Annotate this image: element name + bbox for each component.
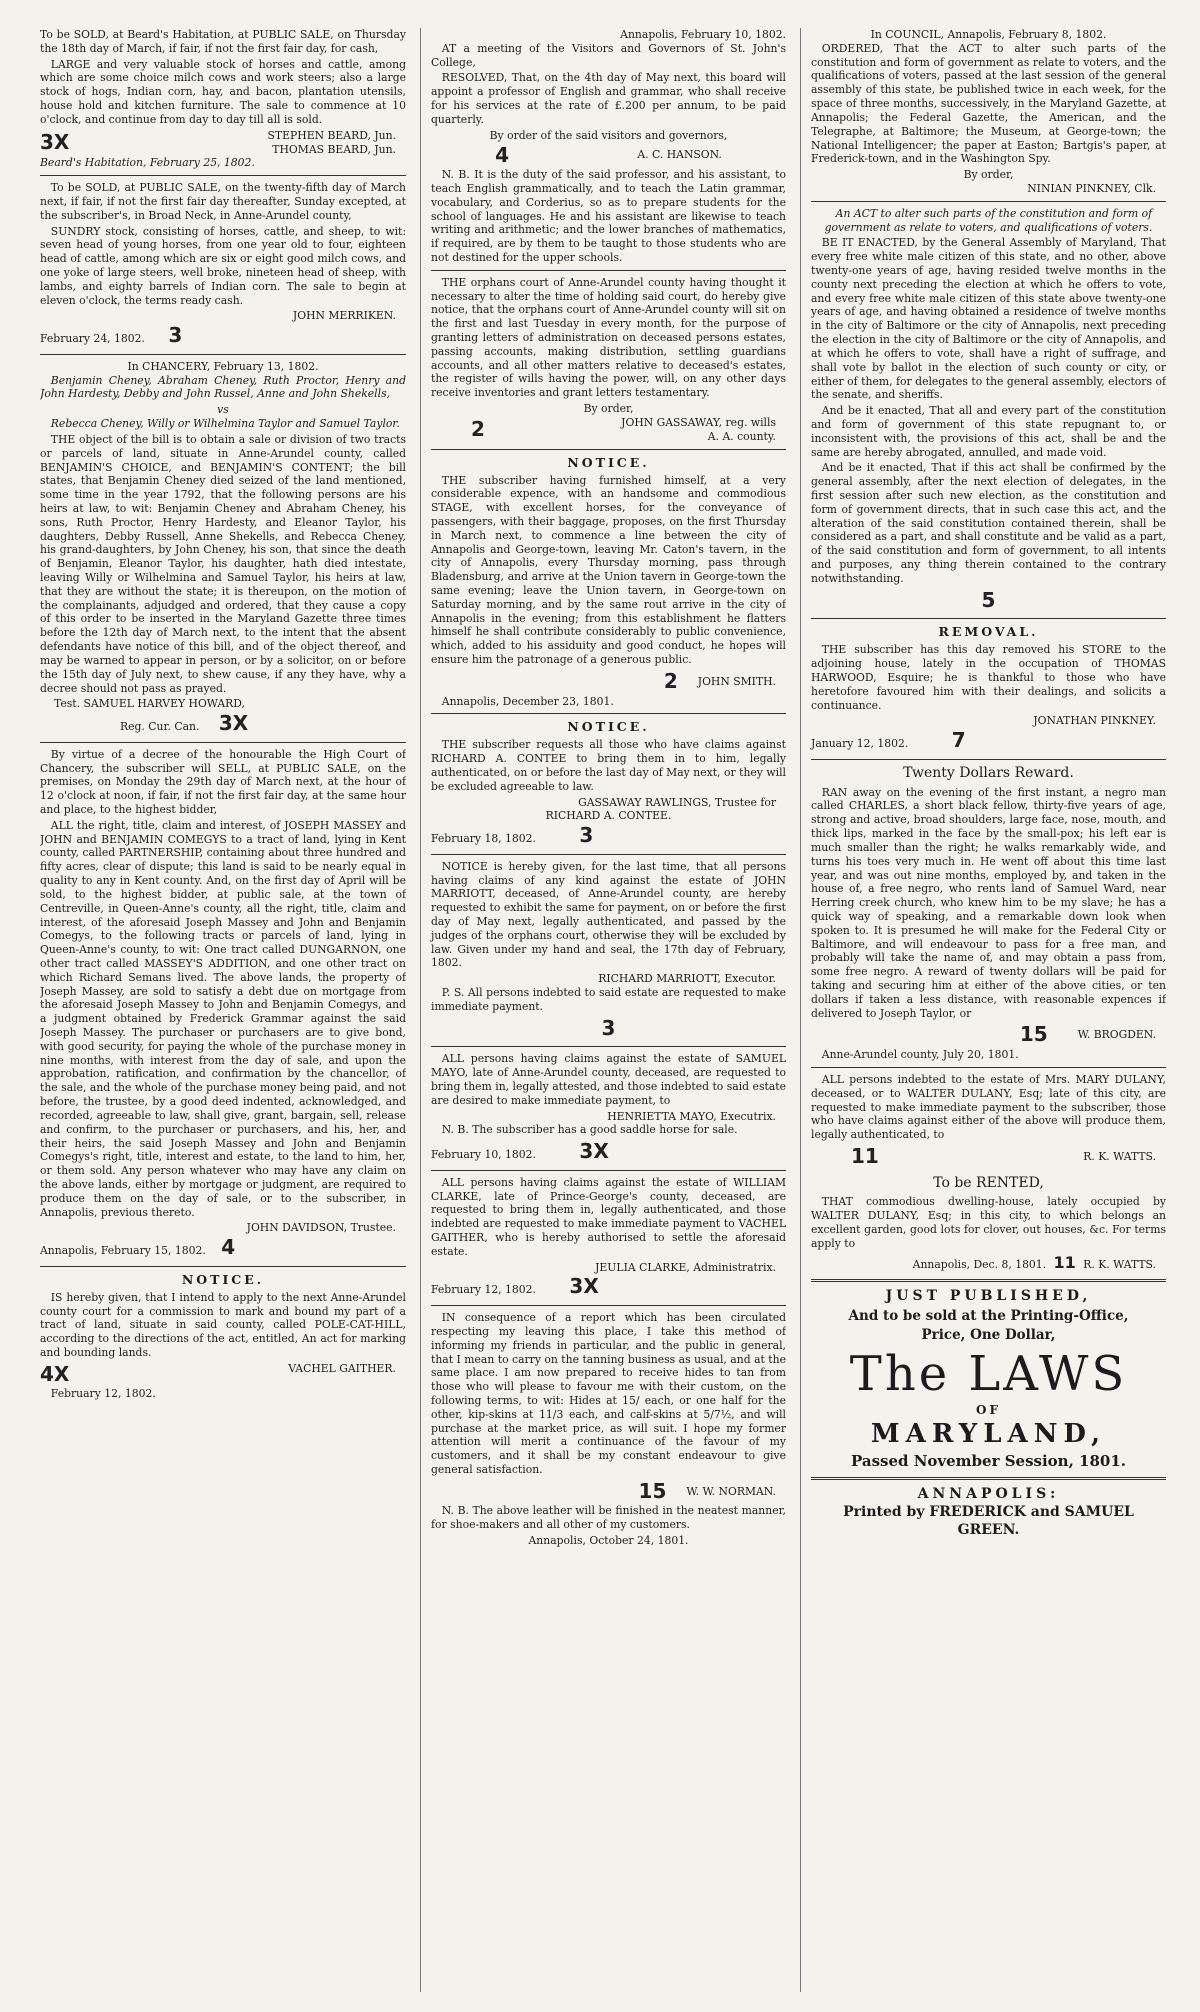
clarke-signer: JEULIA CLARKE, Administratrix.	[595, 1260, 776, 1274]
column-1	[40, 28, 406, 1992]
merriken-body: SUNDRY stock, consisting of horses, cattle, and sheep, to wit: seven head of young horses, from one year old to four, eighteen head of cattle, among which are six or eight good milch cows, and one yoke of large steers, well broke, nineteen head of sheep, with lambs, and eighty barrels of Indian corn. The sale to begin at eleven o'clock, the terms ready cash.	[40, 224, 406, 307]
mayo-signer: HENRIETTA MAYO, Executrix.	[607, 1109, 776, 1123]
act-p3: And be it enacted, That if this act shall be confirmed by the general assembly, after the next election of delegates, in the first session after such new election, as the constitution and form of government directs, that in such case this act, and the alteration of the said constitution contained therein, shall be considered as a part, and shall constitute and be valid as a part, of the said constitution and form of government, to all intents and purposes, any thing therein contained to the contrary notwithstanding.	[811, 461, 1166, 585]
gaither-notice-date: February 12, 1802.	[50, 1387, 156, 1401]
chancery-parties-2: Rebecca Cheney, Willy or Wilhelmina Taylor and Samuel Taylor.	[50, 417, 400, 431]
marriott-mark: 3	[601, 1015, 616, 1040]
council-heading: In COUNCIL, Annapolis, February 8, 1802.	[870, 28, 1107, 41]
reward-ad	[811, 765, 1166, 1062]
beard-sale-signer-2: THOMAS BEARD, Jun.	[272, 142, 396, 156]
beard-sale-date: Beard's Habitation, February 25, 1802.	[40, 156, 255, 170]
council-ad	[811, 28, 1166, 196]
laws-state: MARYLAND,	[870, 1419, 1107, 1450]
rented-body: THAT commodious dwelling-house, lately occupied by WALTER DULANY, Esq; in this city, to which belongs an excellent garden, good lots for clover, out houses, &c. For terms apply to	[811, 1195, 1166, 1250]
laws-title: The LAWS	[849, 1345, 1128, 1402]
visitors-ad	[431, 28, 786, 265]
chancery-mark: 3X	[218, 711, 249, 736]
davidson-ad	[40, 748, 406, 1261]
mayo-mark: 3X	[579, 1139, 609, 1164]
orphans-mark: 2	[471, 416, 485, 441]
rawlings-notice-mark: 3	[579, 823, 594, 848]
merriken-heading: To be SOLD, at PUBLIC SALE, on the twenty-fifth day of March next, if fair, if not the first fair day thereafter, Sunday excepted, at the subscriber's, in Broad Neck, in Anne-Arundel county,	[40, 181, 406, 222]
column-2	[420, 28, 786, 1992]
merriken-ad	[40, 181, 406, 349]
merriken-signer: JOHN MERRIKEN.	[292, 309, 396, 323]
column-3	[800, 28, 1166, 1992]
laws-line-2: And to be sold at the Printing-Office,	[848, 1308, 1129, 1325]
chancery-ad	[40, 360, 406, 737]
visitors-signer: A. C. HANSON.	[637, 148, 722, 162]
council-body: ORDERED, That the ACT to alter such parts of the constitution and form of government as relate to voters, and the qualifications of voters, passed at the last session of the general assembly of this state, be published twice in each week, for the space of three months, successively, in the Maryland Gazette, at Annapolis; the Federal Gazette, the American, and the Telegraphe, at Baltimore; the Museum, at George-town; the National Intelligencer; the paper at Easton; Bartgis's paper, at Frederick-town, and in the Washington Spy.	[811, 41, 1166, 166]
visitors-order: By order of the said visitors and governors,	[489, 128, 728, 142]
removal-ad	[811, 624, 1166, 753]
beard-sale-signer-1: STEPHEN BEARD, Jun.	[267, 128, 396, 142]
removal-date: January 12, 1802.	[811, 737, 909, 751]
watts-mark: 11	[851, 1143, 879, 1168]
clarke-date: February 12, 1802.	[431, 1283, 536, 1297]
watts-signer: R. K. WATTS.	[1083, 1149, 1156, 1163]
rented-ad	[811, 1175, 1166, 1274]
smith-notice-heading: NOTICE.	[567, 454, 650, 470]
davidson-body-2: ALL the right, title, claim and interest, of JOSEPH MASSEY and JOHN and BENJAMIN COMEGYS to a tract of land, lying in Kent county, called PARTNERSHIP, containing about three hundred and fifty acres, clear of dispute; this land is said to be nearly equal in quality to any in Kent county. And, on the first day of April will be sold, to the highest bidder, at public sale, at the town of Centreville, in Queen-Anne's county, all the right, title, claim and interest, of the aforesaid Joseph Massey and John and Benjamin Comegys, to the following tracts or parcels of land, lying in Queen-Anne's county, to wit: One tract called DUNGARNON, one other tract called MASSEY'S ADDITION, and one other tract on which Richard Semans lived. The above lands, the property of Joseph Massey, are sold to satisfy a debt due on mortgage from the aforesaid Joseph Massey to John and Benjamin Comegys, and a judgment obtained by Frederick Grammar against the said Joseph Massey. The purchaser or purchasers are to give bond, with good security, for paying the whole of the purchase money in nine months, with interest from the day of sale, and upon the approbation, ratification, and confirmation by the chancellor, of the sale, and the whole of the purchase money being paid, and not before, the trustee, by a good deed indented, acknowledged, and recorded, agreeable to law, shall give, grant, bargain, sell, release and confirm, to the purchaser or purchasers, and his, her, and their heirs, the said Joseph Massey and John and Benjamin Comegys's right, title, interest and estate, to the land to him, her, or them sold. Any person whatever who may have any claim on the above lands, either by mortgage or judgment, are required to produce them on the day of sale, or to the subscriber, in Annapolis, previous thereto.	[40, 818, 406, 1219]
council-order: By order,	[963, 168, 1014, 182]
merriken-mark: 3	[168, 323, 183, 348]
watts-ad	[811, 1073, 1166, 1170]
laws-ad	[811, 1288, 1166, 1539]
rented-signer: R. K. WATTS.	[1083, 1257, 1156, 1271]
clarke-ad	[431, 1176, 786, 1300]
gaither-notice-signer: VACHEL GAITHER.	[288, 1361, 396, 1375]
clarke-body: ALL persons having claims against the estate of WILLIAM CLARKE, late of Prince-George's county, deceased, are requested to bring them in, legally authenticated, and those indebted are requested to make immediate payment to VACHEL GAITHER, who is hereby authorised to settle the aforesaid estate.	[431, 1175, 786, 1258]
marriott-ps: P. S. All persons indebted to said estate are requested to make immediate payment.	[431, 986, 786, 1013]
orphans-signer: JOHN GASSAWAY, reg. wills	[621, 415, 776, 429]
orphans-body: THE orphans court of Anne-Arundel county having thought it necessary to alter the time of holding said court, do hereby give notice, that the orphans court of Anne-Arundel county will sit on the first and last Tuesday in every month, for the purpose of granting letters of administration on deceased persons estates, passing accounts, making distribution, settling guardians accounts, and all other matters relative to deceased's estates, the register of wills having the power, will, on any other days receive inventories and grant letters testamentary.	[431, 275, 786, 400]
beard-sale-mark: 3X	[40, 129, 70, 154]
rented-heading: To be RENTED,	[933, 1174, 1044, 1191]
chancery-heading: In CHANCERY, February 13, 1802.	[127, 359, 319, 373]
act-mark: 5	[981, 587, 996, 612]
smith-notice-signer: JOHN SMITH.	[697, 674, 776, 688]
removal-signer: JONATHAN PINKNEY.	[1033, 714, 1156, 728]
gaither-notice-ad	[40, 1272, 406, 1401]
reward-mark: 15	[1019, 1022, 1048, 1047]
rented-date: Annapolis, Dec. 8, 1801.	[912, 1257, 1047, 1271]
gaither-notice-heading: NOTICE.	[181, 1271, 265, 1287]
council-signer: NINIAN PINKNEY, Clk.	[1027, 181, 1156, 195]
rawlings-notice-heading: NOTICE.	[567, 719, 650, 735]
norman-nb: N. B. The above leather will be finished in the neatest manner, for shoe-makers and all other of my customers.	[431, 1504, 786, 1532]
davidson-body: By virtue of a decree of the honourable the High Court of Chancery, the subscriber will SELL, at PUBLIC SALE, on the premises, on Monday the 29th day of March next, at the hour of 12 o'clock at noon, if fair, if not the first fair day, at the same hour and place, to the highest bidder,	[40, 747, 406, 816]
laws-line-1: JUST PUBLISHED,	[885, 1288, 1092, 1305]
norman-body: IN consequence of a report which has been circulated respecting my leaving this place, I take this method of informing my friends in particular, and the public in general, that I mean to carry on the tanning business as usual, and at the same place. I am now prepared to receive hides to tan from those who will please to favour me with their custom, on the following terms, to wit: Hides at 15/ each, or one half for the other, kip-skins at 11/3 each, and calf-skins at 5/7½, and will purchase at the market price, as will suit. I hope my former attention will merit a continuance of the favour of my customers, and it shall be my constant endeavour to give general satisfaction.	[431, 1311, 786, 1476]
visitors-resolved: RESOLVED, That, on the 4th day of May next, this board will appoint a professor of English and grammar, who shall receive for his services at the rate of £.200 per annum, to be paid quarterly.	[431, 71, 786, 126]
rawlings-notice-signer: GASSAWAY RAWLINGS, Trustee for	[578, 795, 776, 809]
orphans-order: By order,	[583, 402, 634, 416]
norman-date: Annapolis, October 24, 1801.	[528, 1534, 689, 1548]
visitors-body: AT a meeting of the Visitors and Governors of St. John's College,	[431, 41, 786, 69]
reward-date: Anne-Arundel county, July 20, 1801.	[821, 1048, 1019, 1062]
visitors-mark: 4	[495, 142, 510, 167]
laws-printer: Printed by FREDERICK and SAMUEL GREEN.	[843, 1503, 1134, 1538]
act-title: An ACT to alter such parts of the constitution and form of government as relate to voters, and qualifications of voters.	[824, 206, 1153, 234]
chancery-parties-1: Benjamin Cheney, Abraham Cheney, Ruth Proctor, Henry and John Hardesty, Debby and John Russel, Anne and John Shekells,	[40, 373, 406, 401]
removal-mark: 7	[951, 728, 966, 753]
orphans-ad	[431, 276, 786, 444]
gaither-notice-mark: 4X	[40, 1361, 70, 1386]
chancery-test: Test. SAMUEL HARVEY HOWARD,	[54, 697, 245, 711]
norman-signer: W. W. NORMAN.	[686, 1484, 776, 1498]
laws-session: Passed November Session, 1801.	[850, 1451, 1127, 1470]
chancery-reg: Reg. Cur. Can.	[120, 720, 200, 734]
beard-sale-body: LARGE and very valuable stock of horses and cattle, among which are some choice milch cows and work steers; also a large stock of hogs, Indian corn, hay, and bacon, plantation utensils, house hold and kitchen furniture. The sale to commence at 10 o'clock, and continue from day to day till all is sold.	[40, 57, 406, 126]
visitors-dateline: Annapolis, February 10, 1802.	[620, 28, 786, 41]
laws-place: ANNAPOLIS:	[917, 1485, 1060, 1502]
davidson-date: Annapolis, February 15, 1802.	[40, 1244, 206, 1258]
reward-heading: Twenty Dollars Reward.	[903, 764, 1074, 781]
mayo-ad	[431, 1052, 786, 1164]
rawlings-notice-date: February 18, 1802.	[431, 832, 536, 846]
act-p1: BE IT ENACTED, by the General Assembly of Maryland, That every free white male citizen of this state, and no other, above twenty-one years of age, having resided twelve months in the county next preceding the election at which he offers to vote, and every free white male citizen of this state above twenty-one years of age, and having obtained a residence of twelve months in the city of Baltimore or the city of Annapolis, next preceding the election in the city of Baltimore or the city of Annapolis, and at which he offers to vote, shall have a right of suffrage, and shall vote by ballot in the election of such county or city, or either of them, for delegates to the general assembly, electors of the senate, and sheriffs.	[811, 236, 1166, 402]
norman-mark: 15	[638, 1478, 667, 1503]
mayo-date: February 10, 1802.	[431, 1148, 536, 1162]
beard-sale-ad	[40, 28, 406, 170]
mayo-body: ALL persons having claims against the estate of SAMUEL MAYO, late of Anne-Arundel county, deceased, are requested to bring them in, legally attested, and those indebted to said estate are desired to make immediate payment, to	[431, 1052, 786, 1107]
norman-ad	[431, 1311, 786, 1548]
rawlings-notice-ad	[431, 719, 786, 848]
marriott-ad	[431, 860, 786, 1042]
merriken-date: February 24, 1802.	[40, 332, 145, 346]
smith-notice-body: THE subscriber having furnished himself, at a very considerable expence, with an handsome and commodious STAGE, with excellent horses, for the conveyance of passengers, with their baggage, proposes, on the first Thursday in March next, to commence a line between the city of Annapolis and George-town, leaving Mr. Caton's tavern, in the city of Annapolis, every Thursday morning, pass through Bladensburg, and arrive at the Union tavern in George-town the same evening; leave the Union tavern, in George-town on Saturday morning, and by the same rout arrive in the city of Annapolis in the evening; from this establishment he flatters himself he shall contribute considerably to public convenience, which, added to his assiduity and good conduct, he hopes will ensure him the patronage of a generous public.	[431, 473, 786, 667]
smith-notice-mark: 2	[663, 668, 678, 693]
mayo-nb: N. B. The subscriber has a good saddle horse for sale.	[441, 1123, 738, 1137]
removal-body: THE subscriber has this day removed his STORE to the adjoining house, lately in the occupation of THOMAS HARWOOD, Esquire; he is thankful to those who have heretofore favoured him with their dealings, and solicits a continuance.	[811, 643, 1166, 712]
marriott-signer: RICHARD MARRIOTT, Executor.	[598, 972, 776, 986]
laws-of: OF	[976, 1402, 1001, 1417]
rented-mark: 11	[1053, 1252, 1076, 1272]
reward-body: RAN away on the evening of the first instant, a negro man called CHARLES, a short black fellow, thirty-five years of age, strong and active, broad shoulders, large face, nose, mouth, and thick lips, marked in the face by the small-pox; his left ear is much smaller than the right; he walks remarkably wide, and turns his toes very much in. He went off about this time last year, and was out nine months, employed by, and taken in the house of, a free negro, who rents land of Samuel Ward, near Herring creek church, who knew him to be my slave; he has a quick way of speaking, and a remarkable down look when spoken to. It is presumed he will make for the Federal City or Baltimore, and will endeavour to pass for a free man, and probably will take the name of, and may obtain a pass from, some free negro. A reward of twenty dollars will be paid for taking and securing him at either of the above cities, or ten dollars if taken a less distance, with reasonable expences if delivered to Joseph Taylor, or	[811, 785, 1166, 1020]
davidson-mark: 4	[221, 1235, 236, 1260]
laws-line-3: Price, One Dollar,	[921, 1327, 1056, 1344]
beard-sale-heading: To be SOLD, at Beard's Habitation, at PUBLIC SALE, on Thursday the 18th day of March, if fair, if not the first fair day, for cash,	[40, 28, 406, 55]
rawlings-notice-signer-2: RICHARD A. CONTEE.	[545, 809, 672, 823]
clarke-mark: 3X	[569, 1274, 599, 1299]
visitors-nb: N. B. It is the duty of the said professor, and his assistant, to teach English grammatically, and to teach the Latin grammar, vocabulary, and Corderius, so as to prepare students for the school of languages. He and his assistant are likewise to teach writing and arithmetic; and the lower branches of mathematics, if required, are by them to be taught to those students who are not destined for the upper schools.	[431, 168, 786, 264]
removal-heading: REMOVAL.	[938, 624, 1039, 640]
orphans-county: A. A. county.	[707, 429, 776, 443]
act-ad	[811, 207, 1166, 614]
rawlings-notice-body: THE subscriber requests all those who have claims against RICHARD A. CONTEE to bring them in to him, legally authenticated, on or before the last day of May next, or they will be excluded agreeable to law.	[431, 738, 786, 793]
smith-notice-date: Annapolis, December 23, 1801.	[441, 694, 614, 708]
act-p2: And be it enacted, That all and every part of the constitution and form of government of this state repugnant to, or inconsistent with, the provisions of this act, shall be and the same are hereby abrogated, annulled, and made void.	[811, 404, 1166, 459]
chancery-vs: vs	[217, 403, 229, 417]
davidson-signer: JOHN DAVIDSON, Trustee.	[246, 1221, 396, 1235]
gaither-notice-body: IS hereby given, that I intend to apply to the next Anne-Arundel county court for a commission to mark and bound my part of a tract of land, situate in said county, called POLE-CAT-HILL, according to the directions of the act, entitled, An act for marking and bounding lands.	[40, 1290, 406, 1360]
chancery-body: THE object of the bill is to obtain a sale or division of two tracts or parcels of land, situate in Anne-Arundel county, called BENJAMIN'S CHOICE, and BENJAMIN'S CONTENT; the bill states, that Benjamin Cheney died seized of the land mentioned, some time in the year 1792, that the following persons are his heirs at law, to wit: Benjamin Cheney and Abraham Cheney, his sons, Ruth Proctor, Henry Hardesty, and Eleanor Taylor, his daughters, Debby Russell, Anne Shekells, and Rebecca Cheney, his grand-daughters, by John Cheney, his son, that since the death of Benjamin, Eleanor Taylor, his daughter, hath died intestate, leaving Willy or Wilhelmina and Samuel Taylor, his heirs at law, that they are without the state; it is thereupon, on the motion of the complainants, adjudged and ordered, that they cause a copy of this order to be inserted in the Maryland Gazette three times before the 12th day of March next, to the intent that the absent defendants have notice of this bill, and of the object thereof, and may be warned to appear in person, or by a solicitor, on or before the 15th day of July next, to shew cause, if any they have, why a decree should not pass as prayed.	[40, 432, 406, 695]
marriott-body: NOTICE is hereby given, for the last time, that all persons having claims of any kind against the estate of JOHN MARRIOTT, deceased, of Anne-Arundel county, are hereby requested to exhibit the same for payment, on or before the first day of May next, legally authenticated, and passed by the judges of the orphans court, otherwise they will be excluded by law. Given under my hand and seal, the 17th day of February, 1802.	[431, 859, 786, 970]
smith-notice-ad	[431, 455, 786, 709]
watts-body: ALL persons indebted to the estate of Mrs. MARY DULANY, deceased, or to WALTER DULANY, Esq; late of this city, are requested to make immediate payment to the subscriber, those who have claims against either of the above will produce them, legally authenticated, to	[811, 1072, 1166, 1142]
reward-signer: W. BROGDEN.	[1077, 1028, 1156, 1042]
